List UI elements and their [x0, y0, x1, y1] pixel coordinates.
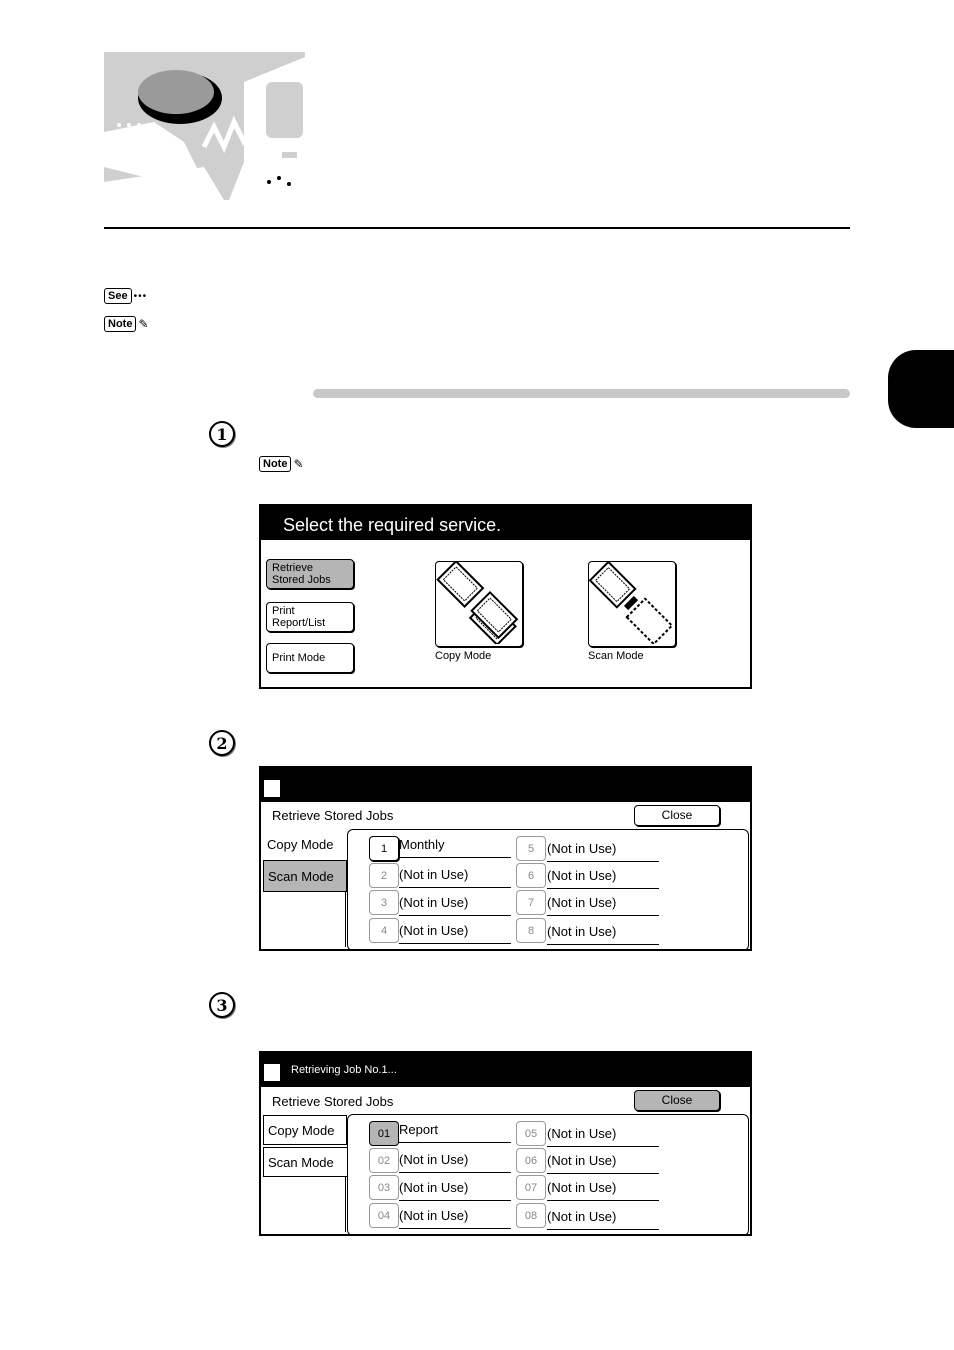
button-label: Stored Jobs	[272, 574, 331, 586]
retrieving-job-panel	[259, 1051, 752, 1236]
status-message: Retrieving Job No.1...	[291, 1064, 397, 1076]
job-slot-button[interactable]: 8	[516, 918, 546, 943]
step-2-badge: 2	[209, 730, 235, 756]
note-tag	[104, 316, 149, 332]
note-label: Note	[104, 316, 136, 332]
job-slot-button[interactable]: 4	[369, 918, 399, 943]
scan-mode-label: Scan Mode	[588, 650, 644, 662]
header-rule	[104, 227, 850, 229]
button-label: Report/List	[272, 617, 326, 629]
dots-icon: •••	[133, 290, 148, 302]
job-slot-button[interactable]: 04	[369, 1203, 399, 1228]
job-slot-label: (Not in Use)	[547, 890, 659, 916]
copy-mode-button[interactable]	[435, 561, 523, 647]
tab-scan-mode[interactable]: Scan Mode	[263, 860, 347, 892]
machine-illustration-icon	[104, 52, 305, 200]
job-slot-button[interactable]: 6	[516, 863, 546, 888]
service-select-panel	[259, 504, 752, 689]
job-slot-button[interactable]: 5	[516, 836, 546, 861]
job-slot-label: (Not in Use)	[399, 862, 511, 888]
job-slot-label: (Not in Use)	[547, 1204, 659, 1230]
see-reference-tag	[104, 288, 147, 304]
copy-documents-icon	[436, 562, 520, 644]
step-1-badge: 1	[209, 421, 235, 447]
job-slot-label: (Not in Use)	[547, 1121, 659, 1147]
job-slot-label: (Not in Use)	[399, 1175, 511, 1201]
job-document-icon	[263, 779, 281, 798]
tab-scan-mode[interactable]: Scan Mode	[263, 1147, 347, 1177]
panel-title: Select the required service.	[261, 506, 750, 540]
job-slot-button[interactable]: 7	[516, 890, 546, 915]
job-slot-button[interactable]: 2	[369, 863, 399, 888]
job-slot-label: Monthly	[399, 832, 511, 858]
job-slot-button[interactable]: 01	[369, 1121, 399, 1146]
pencil-icon: ✎	[138, 317, 149, 331]
copy-mode-label: Copy Mode	[435, 650, 492, 662]
tab-copy-mode[interactable]: Copy Mode	[263, 830, 347, 860]
job-slot-label: (Not in Use)	[547, 919, 659, 945]
job-slot-label: (Not in Use)	[399, 890, 511, 916]
print-report-list-button[interactable]	[266, 602, 354, 632]
job-slot-button[interactable]: 02	[369, 1148, 399, 1173]
job-slot-button[interactable]: 05	[516, 1121, 546, 1146]
job-slot-button[interactable]: 06	[516, 1148, 546, 1173]
job-slot-button[interactable]: 07	[516, 1175, 546, 1200]
close-button[interactable]: Close	[634, 805, 720, 826]
chapter-header-illustration	[104, 52, 305, 200]
retrieve-stored-jobs-button[interactable]	[266, 559, 354, 589]
print-mode-button[interactable]: Print Mode	[266, 643, 354, 673]
panel-header: Retrieve Stored Jobs	[272, 1094, 394, 1109]
panel-header: Retrieve Stored Jobs	[272, 808, 394, 823]
job-slot-button[interactable]: 03	[369, 1175, 399, 1200]
panel-titlebar	[261, 768, 750, 802]
job-slot-button[interactable]: 08	[516, 1203, 546, 1228]
panel-titlebar	[261, 1053, 750, 1087]
job-slot-label: (Not in Use)	[399, 1203, 511, 1229]
tab-divider	[345, 1177, 346, 1232]
retrieve-jobs-panel	[259, 766, 752, 951]
pencil-icon: ✎	[293, 457, 304, 471]
job-slot-label: (Not in Use)	[547, 836, 659, 862]
job-slot-label: (Not in Use)	[399, 1147, 511, 1173]
chapter-side-tab	[888, 350, 954, 428]
scan-mode-button[interactable]	[588, 561, 676, 647]
job-slot-label: (Not in Use)	[399, 918, 511, 944]
tab-copy-mode[interactable]: Copy Mode	[263, 1115, 347, 1145]
see-label: See	[104, 288, 132, 304]
note-tag-step1	[259, 456, 304, 472]
step-3-badge: 3	[209, 992, 235, 1018]
job-document-icon	[263, 1063, 281, 1082]
job-slot-label: Report	[399, 1117, 511, 1143]
button-label: Retrieve	[272, 562, 313, 574]
job-slot-label: (Not in Use)	[547, 1148, 659, 1174]
scan-documents-icon	[589, 562, 673, 644]
job-slot-button[interactable]: 3	[369, 890, 399, 915]
job-slot-label: (Not in Use)	[547, 1175, 659, 1201]
note-label: Note	[259, 456, 291, 472]
job-slot-label: (Not in Use)	[547, 863, 659, 889]
section-heading-bar	[313, 389, 850, 398]
button-label: Print	[272, 605, 295, 617]
job-slot-button[interactable]: 1	[369, 836, 399, 861]
tab-divider	[345, 892, 346, 947]
close-button[interactable]: Close	[634, 1090, 720, 1111]
